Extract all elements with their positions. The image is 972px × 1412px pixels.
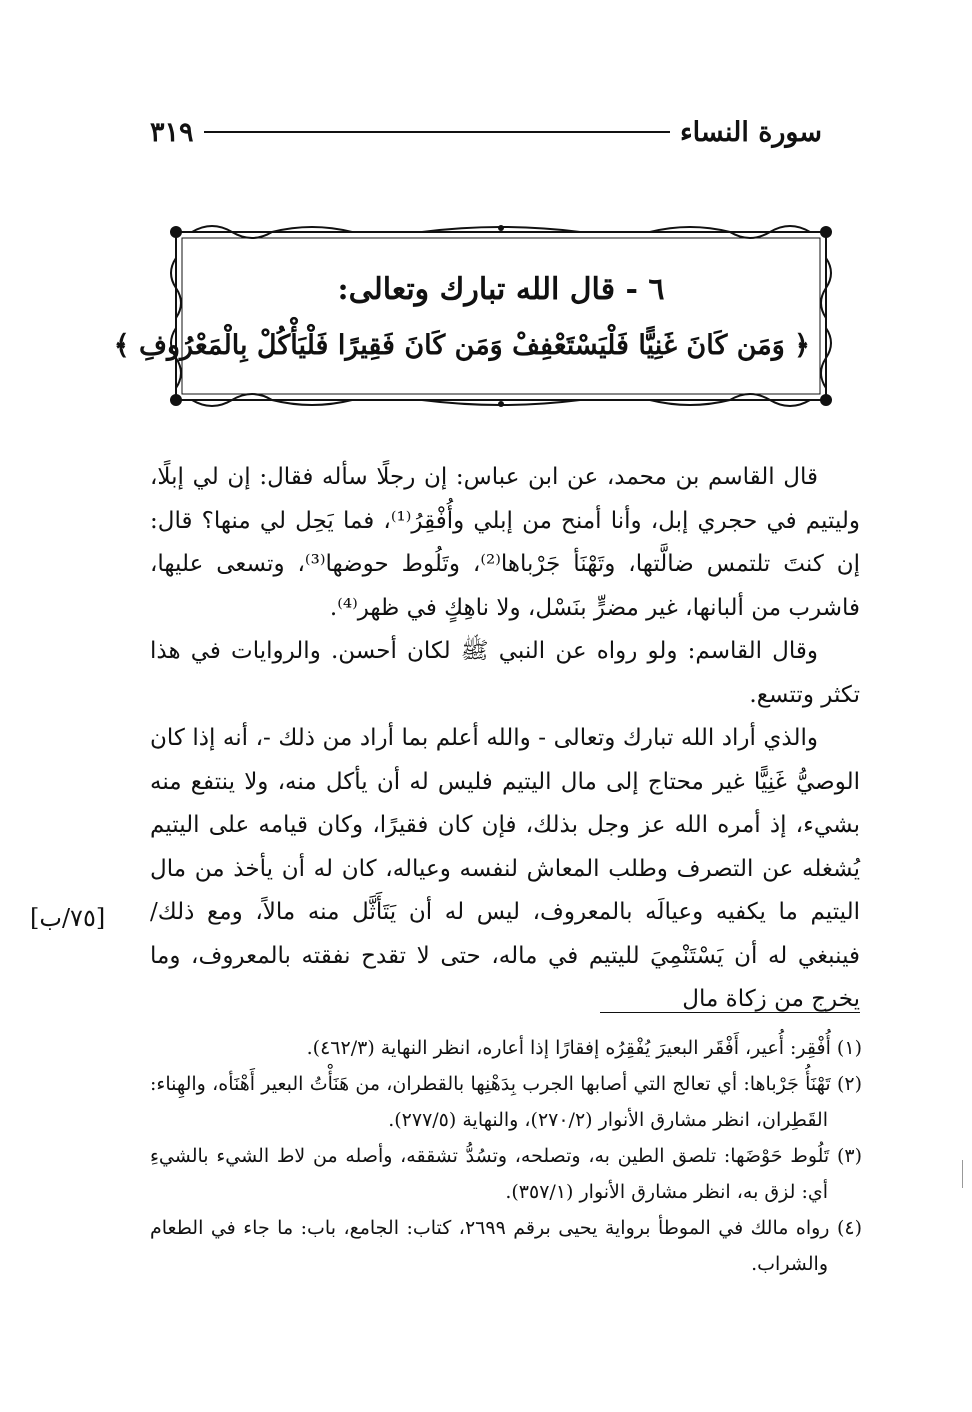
paragraph-3: والذي أراد الله تبارك وتعالى - والله أعلم بما أراد من ذلك -، أنه إذا كان الوصيُّ غَنِيًّا غير محتاج إلى مال اليتيم فليس له أن يأكل منه، ولا ينتفع منه بشيء، إذ أمره الله عز وجل بذلك، فإن كان فقيرًا، وكان قيامه على اليتيم يُشغله عن التصرف وطلب المعاش لنفسه وعياله، كان له أن يأخذ من مال اليتيم ما يكفيه وعيالَه بالمعروف، ليس له أن يَتَأَثَّل منه مالاً، ومع ذلك/ فينبغي له أن يَسْتَنْمِيَ لليتيم في ماله، حتى لا تقدح نفقته بالمعروف، وما يخرج من زكاة مال: [150, 725, 860, 1012]
paragraph-2: وقال القاسم: ولو رواه عن النبي ﷺ لكان أحسن. والروايات في هذا تكثر وتتسع.: [150, 638, 860, 708]
footnote-1: (١) أُفْقِر: أُعير، أَفْقَر البعيرَ يُفْقِرُه إفقارًا إذا أعاره، انظر النهاية (٤٦٢/٣).: [306, 1037, 862, 1059]
ornamental-border: [113, 218, 840, 414]
main-text: [150, 456, 860, 1022]
quran-verse: ﴿ وَمَن كَانَ غَنِيًّا فَلْيَسْتَعْفِفْ وَمَن كَانَ فَقِيرًا فَلْيَأْكُلْ بِالْمَعْرُوفِ ﴾: [113, 330, 810, 361]
footnote-4: (٤) رواه مالك في الموطأ برواية يحيى برقم ٢٦٩٩، كتاب: الجامع، باب: ما جاء في الطعام والشراب.: [150, 1217, 862, 1275]
manuscript-folio-marker: [٧٥/ب]: [30, 904, 106, 932]
paragraph-1: قال القاسم بن محمد، عن ابن عباس: إن رجلًا سأله فقال: إن لي إبلًا، وليتيم في حجري إبل، وأنا أمنح من إبلي وأُفْقِرُ⁽¹⁾، فما يَحِل لي منها؟ قال: إن كنتَ تلتمس ضالَّتها، وتَهْنَأ جَرْباها⁽²⁾، وتَلُوط حوضها⁽³⁾، وتسعى عليها، فاشرب من ألبانها، غير مضرٍّ بنَسْل، ولا ناهِكٍ في ظهر⁽⁴⁾.: [150, 464, 860, 621]
footnote-3: (٣) تَلُوط حَوْضَها: تلصق الطين به، وتصلحه، وتسُدُّ تشققه، وأصله من لاط الشيء بالشيءِ أي: لزق به، انظر مشارق الأنوار (٣٥٧/١).: [150, 1145, 862, 1203]
page-number: ٣١٩: [150, 116, 194, 148]
section-heading: ٦ - قال الله تبارك وتعالى:: [337, 272, 665, 307]
footnote-separator: [600, 1012, 860, 1013]
scan-edge-mark: [962, 1160, 963, 1188]
footnotes: [150, 1030, 862, 1282]
ornamental-verse-box: [113, 218, 840, 414]
surah-title: سورة النساء: [679, 116, 822, 148]
header-rule: [204, 131, 670, 133]
running-header: [150, 112, 822, 152]
footnote-2: (٢) تَهْنَأُ جَرْباها: أي تعالج التي أصابها الجرب بِدَهْنِها بالقطران، من هَنَأْتُ البعير أَهْنَأه، والهِناء: القَطِران، انظر مشارق الأنوار (٢٧٠/٢)، والنهاية (٢٧٧/٥).: [150, 1073, 862, 1131]
